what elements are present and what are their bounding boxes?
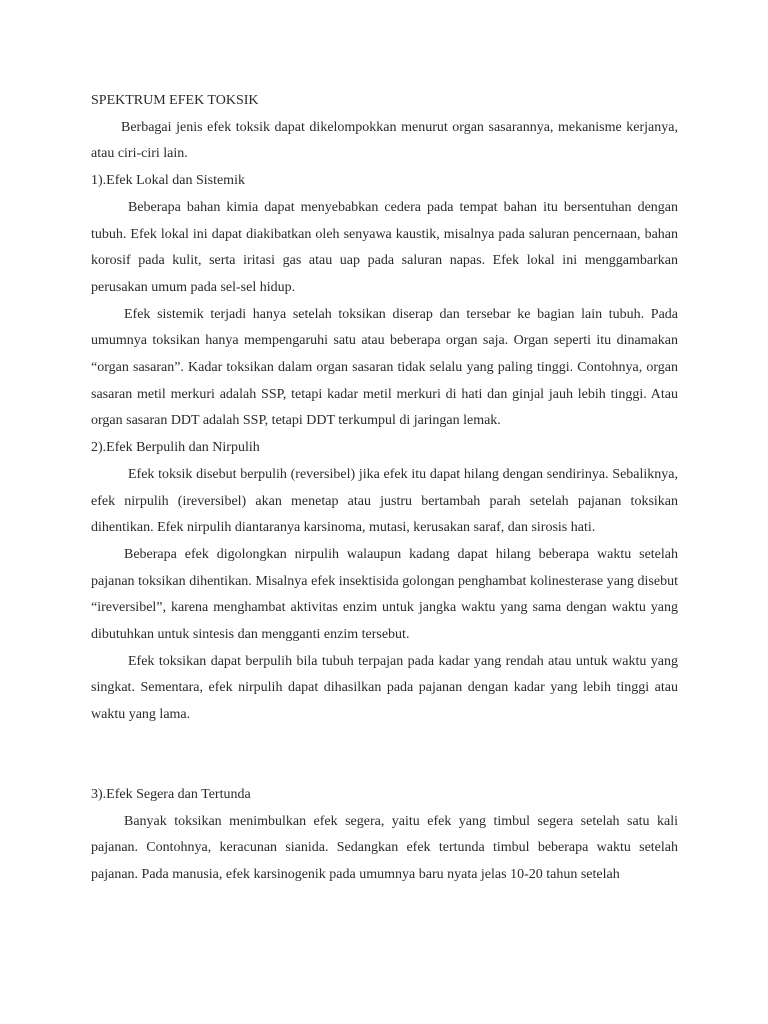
document-title: SPEKTRUM EFEK TOKSIK — [91, 93, 259, 108]
section-heading-2: 2).Efek Berpulih dan Nirpulih — [91, 440, 260, 456]
document-page — [91, 88, 678, 889]
section-heading-3: 3).Efek Segera dan Tertunda — [91, 786, 251, 802]
intro-paragraph: Berbagai jenis efek toksik dapat dikelompokkan menurut organ sasarannya, mekanisme kerjanya, atau ciri-ciri lain. — [91, 119, 678, 162]
section-2-paragraph-1: Efek toksik disebut berpulih (reversibel) jika efek itu dapat hilang dengan sendirinya. Sebaliknya, efek nirpulih (ireversibel) akan menetap atau justru bertambah parah setelah pajanan toksikan dihentikan. Efek nirpulih diantaranya karsinoma, mutasi, kerusakan saraf, dan sirosis hati. — [91, 466, 678, 536]
blank-space — [91, 729, 678, 782]
section-2-paragraph-2: Beberapa efek digolongkan nirpulih walaupun kadang dapat hilang beberapa waktu setelah pajanan toksikan dihentikan. Misalnya efek insektisida golongan penghambat kolinesterase yang disebut “ireversibel”, karena menghambat aktivitas enzim untuk jangka waktu yang sama dengan waktu yang dibutuhkan untuk sintesis dan mengganti enzim tersebut. — [91, 546, 678, 643]
section-heading-1: 1).Efek Lokal dan Sistemik — [91, 173, 245, 189]
section-1-paragraph-2: Efek sistemik terjadi hanya setelah toksikan diserap dan tersebar ke bagian lain tubuh. Pada umumnya toksikan hanya mempengaruhi satu atau beberapa organ saja. Organ seperti itu dinamakan “organ sasaran”. Kadar toksikan dalam organ sasaran tidak selalu yang paling tinggi. Contohnya, organ sasaran metil merkuri adalah SSP, tetapi kadar metil merkuri di hati dan ginjal jauh lebih tinggi. Atau organ sasaran DDT adalah SSP, tetapi DDT terkumpul di jaringan lemak. — [91, 306, 678, 429]
section-3-paragraph-1: Banyak toksikan menimbulkan efek segera, yaitu efek yang timbul segera setelah satu kali pajanan. Contohnya, keracunan sianida. Sedangkan efek tertunda timbul beberapa waktu setelah pajanan. Pada manusia, efek karsinogenik pada umumnya baru nyata jelas 10-20 tahun setelah — [91, 813, 678, 882]
section-1-paragraph-1: Beberapa bahan kimia dapat menyebabkan cedera pada tempat bahan itu bersentuhan dengan tubuh. Efek lokal ini dapat diakibatkan oleh senyawa kaustik, misalnya pada saluran pencernaan, bahan korosif pada kulit, serta iritasi gas atau uap pada saluran napas. Efek lokal ini menggambarkan perusakan umum pada sel-sel hidup. — [91, 199, 678, 295]
section-2-paragraph-3: Efek toksikan dapat berpulih bila tubuh terpajan pada kadar yang rendah atau untuk waktu yang singkat. Sementara, efek nirpulih dapat dihasilkan pada pajanan dengan kadar yang lebih tinggi atau waktu yang lama. — [91, 653, 678, 723]
